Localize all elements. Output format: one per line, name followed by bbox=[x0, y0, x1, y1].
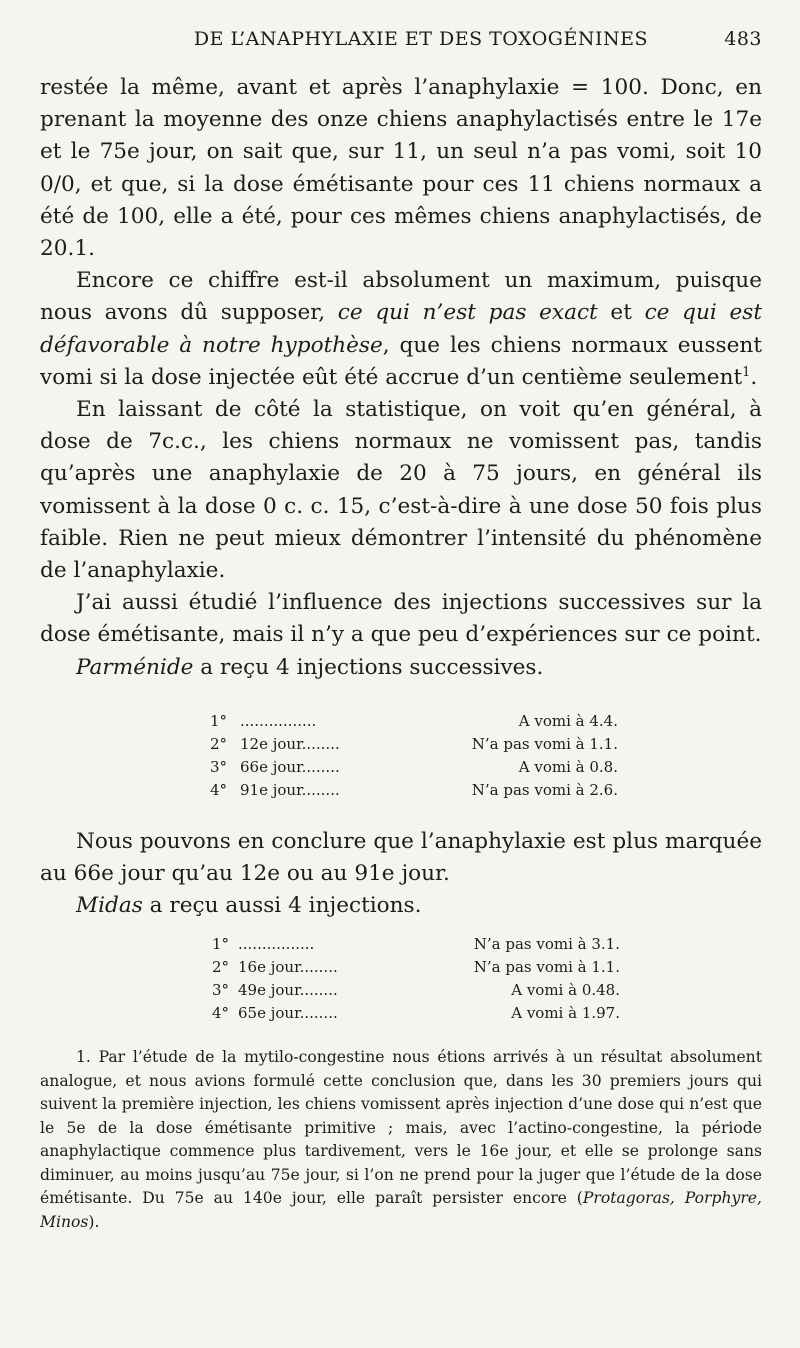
table-parmenide bbox=[210, 710, 618, 802]
footnote-ref: 1 bbox=[742, 364, 751, 380]
paragraph-2-emphasis-1: ce qui n’est pas exact bbox=[337, 300, 598, 326]
entry-number: 2° bbox=[212, 957, 230, 976]
entry-day: ................ bbox=[240, 712, 317, 731]
paragraph-4: J’ai aussi étudié l’influence des injections successives sur la dose émétisante, mais il n’y a que peu d’expériences sur ce point. bbox=[40, 590, 762, 648]
paragraph-5 bbox=[40, 652, 762, 684]
main-text-continued bbox=[40, 826, 762, 923]
entry-day: ................ bbox=[238, 934, 315, 953]
entry-day: 91e jour........ bbox=[240, 781, 340, 800]
running-title: DE L’ANAPHYLAXIE ET DES TOXOGÉNINES bbox=[193, 28, 648, 50]
entry-result: A vomi à 1.97. bbox=[511, 1003, 620, 1022]
paragraph-2-part-a: Encore ce chiffre est-il absolument un maximum, puisque nous avons dû supposer, bbox=[40, 268, 762, 326]
table-row bbox=[212, 1001, 620, 1024]
footnote-text bbox=[40, 1046, 762, 1234]
entry-number: 1° bbox=[210, 712, 228, 731]
entry-number: 4° bbox=[212, 1003, 230, 1022]
paragraph-1: restée la même, avant et après l’anaphylaxie = 100. Donc, en prenant la moyenne des onze chiens anaphylactisés entre le 17e et le 75e jour, on sait que, sur 11, un seul n’a pas vomi, soit 10 0/0, et que, si la dose émétisante pour ces 11 chiens normaux a été de 100, elle a été, pour ces mêmes chiens anaphylactisés, de 20.1. bbox=[40, 75, 762, 262]
table-row bbox=[212, 978, 620, 1001]
entry-result: A vomi à 0.48. bbox=[511, 980, 620, 999]
entry-result: A vomi à 4.4. bbox=[518, 712, 618, 731]
paragraph-7 bbox=[40, 890, 762, 922]
table-row bbox=[212, 932, 620, 955]
entry-result: A vomi à 0.8. bbox=[518, 758, 618, 777]
table-midas bbox=[212, 932, 620, 1024]
table-row bbox=[210, 733, 618, 756]
footnote-names: Protagoras, Porphyre, Minos bbox=[40, 1189, 762, 1231]
paragraph-2-part-c: , que les chiens normaux eussent vomi si la dose injectée eût été accrue d’un centième seulement bbox=[40, 332, 762, 390]
entry-result: N’a pas vomi à 2.6. bbox=[471, 781, 618, 800]
paragraph-7-rest: a reçu aussi 4 injections. bbox=[142, 893, 422, 919]
paragraph-6: Nous pouvons en conclure que l’anaphylaxie est plus marquée au 66e jour qu’au 12e ou au 91e jour. bbox=[40, 828, 762, 887]
footnote bbox=[40, 1046, 762, 1234]
entry-day: 16e jour........ bbox=[238, 957, 338, 976]
paragraph-2-part-b: et bbox=[597, 300, 645, 326]
paragraph-2 bbox=[40, 265, 762, 394]
main-text bbox=[40, 72, 762, 684]
footnote-end: ). bbox=[88, 1212, 100, 1231]
paragraph-3: En laissant de côté la statistique, on voit qu’en général, à dose de 7c.c., les chiens normaux ne vomissent pas, tandis qu’après une anaphylaxie de 20 à 75 jours, en général ils vomissent à la dose 0 c. c. 15, c’est-à-dire à une dose 50 fois plus faible. Rien ne peut mieux démontrer l’intensité du phénomène de l’anaphylaxie. bbox=[40, 397, 762, 584]
table-row bbox=[210, 756, 618, 779]
page-number: 483 bbox=[724, 28, 762, 50]
entry-number: 3° bbox=[210, 758, 228, 777]
entry-result: N’a pas vomi à 3.1. bbox=[473, 934, 620, 953]
subject-name-parmenide: Parménide bbox=[76, 654, 194, 680]
entry-number: 4° bbox=[210, 781, 228, 800]
subject-name-midas: Midas bbox=[76, 893, 143, 919]
entry-number: 2° bbox=[210, 735, 228, 754]
entry-result: N’a pas vomi à 1.1. bbox=[473, 957, 620, 976]
running-header bbox=[40, 28, 762, 72]
entry-day: 12e jour........ bbox=[240, 735, 340, 754]
entry-day: 49e jour........ bbox=[238, 980, 338, 999]
table-row bbox=[210, 779, 618, 802]
entry-day: 66e jour........ bbox=[240, 758, 340, 777]
paragraph-2-end: . bbox=[750, 364, 758, 390]
paragraph-2-emphasis-2: ce qui est défavorable à notre hypothèse bbox=[40, 300, 763, 358]
entry-result: N’a pas vomi à 1.1. bbox=[471, 735, 618, 754]
entry-day: 65e jour........ bbox=[238, 1003, 338, 1022]
table-row bbox=[210, 710, 618, 733]
table-row bbox=[212, 955, 620, 978]
entry-number: 3° bbox=[212, 980, 230, 999]
paragraph-5-rest: a reçu 4 injections successives. bbox=[193, 654, 544, 680]
footnote-body: 1. Par l’étude de la mytilo-congestine nous étions arrivés à un résultat absolument analogue, et nous avions formulé cette conclusion que, dans les 30 premiers jours qui suivent la première injection, les chiens vomissent après injection d’une dose qui n’est que le 5e de la dose émétisante primitive ; mais, avec l’actino-congestine, la période anaphylactique commence plus tardivement, vers le 16e jour, et elle se prolonge sans diminuer, au moins jusqu’au 75e jour, si l’on ne prend pour la juger que l’étude de la dose émétisante. Du 75e au 140e jour, elle paraît persister encore ( bbox=[40, 1048, 762, 1208]
entry-number: 1° bbox=[212, 934, 230, 953]
